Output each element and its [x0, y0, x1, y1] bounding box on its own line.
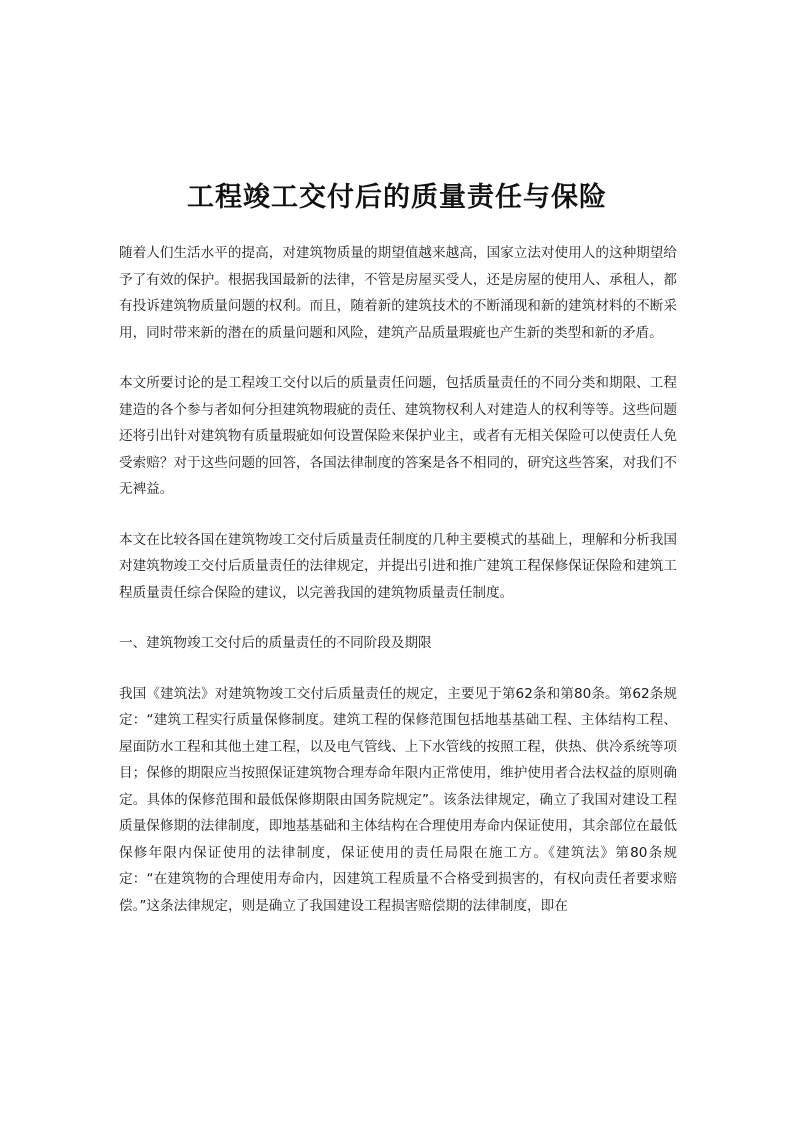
document-title: 工程竣工交付后的质量责任与保险: [187, 182, 607, 213]
paragraph-construction-law: 我国《建筑法》对建筑物竣工交付后质量责任的规定，主要见于第62条和第80条。第62条规定：“建筑工程实行质量保修制度。建筑工程的保修范围包括地基基础工程、主体结构工程、屋面防水工程和其他土建工程，以及电气管线、上下水管线的按照工程，供热、供冷系统等项目；保修的期限应当按照保证建筑物合理寿命年限内正常使用，维护使用者合法权益的原则确定。具体的保修范围和最低保修期限由国务院规定”。该条法律规定，确立了我国对建设工程质量保修期的法律制度，即地基基础和主体结构在合理使用寿命内保证使用，其余部位在最低保修年限内保证使用的法律制度，保证使用的责任局限在施工方。《建筑法》第80条规定：“在建筑物的合理使用寿命内，因建筑工程质量不合格受到损害的，有权向责任者要求赔偿。”这条法律规定，则是确立了我国建设工程损害赔偿期的法律制度，即在: [119, 685, 677, 914]
paragraph-approach: 本文在比较各国在建筑物竣工交付后质量责任制度的几种主要模式的基础上，理解和分析我国对建筑物竣工交付后质量责任的法律规定，并提出引进和推广建筑工程保修保证保险和建筑工程质量责任综合保险的建议，以完善我国的建筑物质量责任制度。: [119, 531, 677, 601]
document-body: [119, 240, 677, 943]
paragraph-scope: 本文所要讨论的是工程竣工交付以后的质量责任问题，包括质量责任的不同分类和期限、工程建造的各个参与者如何分担建筑物瑕疵的责任、建筑物权利人对建造人的权利等等。这些问题还将引出针对建筑物有质量瑕疵如何设置保险来保护业主，或者有无相关保险可以使责任人免受索赔？对于这些问题的回答，各国法律制度的答案是各不相同的，研究这些答案，对我们不无裨益。: [119, 375, 677, 497]
paragraph-intro: 随着人们生活水平的提高，对建筑物质量的期望值越来越高，国家立法对使用人的这种期望给予了有效的保护。根据我国最新的法律，不管是房屋买受人，还是房屋的使用人、承租人，都有投诉建筑物质量问题的权利。而且，随着新的建筑技术的不断涌现和新的建筑材料的不断采用，同时带来新的潜在的质量问题和风险，建筑产品质量瑕疵也产生新的类型和新的矛盾。: [119, 245, 677, 341]
section-heading: 一、建筑物竣工交付后的质量责任的不同阶段及期限: [119, 635, 432, 651]
